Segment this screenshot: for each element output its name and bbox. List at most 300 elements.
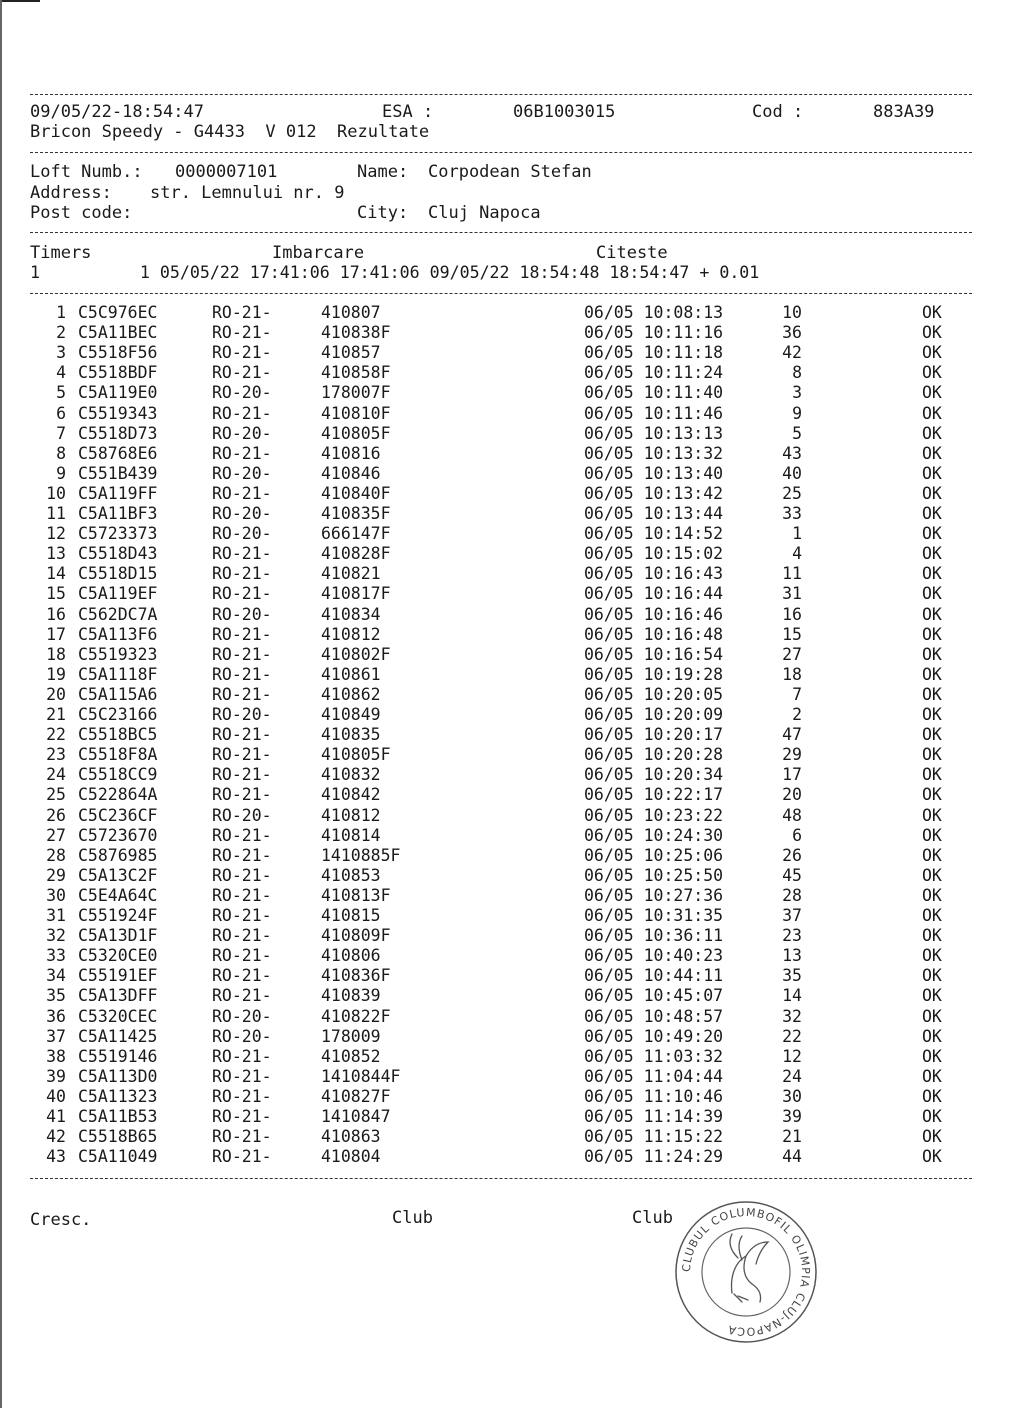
ring-prefix: RO-21-	[212, 946, 272, 966]
status-ok: OK	[922, 423, 942, 443]
status-ok: OK	[922, 926, 942, 946]
status-ok: OK	[922, 443, 942, 463]
status-ok: OK	[922, 845, 942, 865]
ring-prefix: RO-20-	[212, 604, 272, 624]
arrival-time: 06/05 10:36:11	[584, 926, 724, 946]
ring-prefix: RO-21-	[212, 644, 272, 664]
ring-prefix: RO-21-	[212, 363, 272, 383]
table-row	[0, 625, 1024, 645]
chip-id: C5A13C2F	[78, 865, 158, 885]
chip-id: C5A113F6	[78, 624, 158, 644]
ring-prefix: RO-21-	[212, 624, 272, 644]
position: 40	[782, 463, 802, 483]
ring-prefix: RO-20-	[212, 1006, 272, 1026]
row-index: 37	[46, 1026, 66, 1046]
ring-number: 410815	[321, 906, 381, 925]
position: 47	[782, 725, 802, 745]
status-ok: OK	[922, 383, 942, 403]
address-value: str. Lemnului nr. 9	[150, 183, 345, 203]
ring-number: 410832	[321, 765, 381, 785]
row-index: 30	[46, 885, 66, 905]
status-ok: OK	[922, 1127, 942, 1147]
ring-prefix: RO-21-	[212, 343, 272, 363]
arrival-time: 06/05 11:04:44	[584, 1066, 724, 1086]
ring-number: 410816	[321, 443, 381, 463]
table-row	[0, 645, 1024, 665]
row-index: 40	[46, 1086, 66, 1106]
ring-number: 410805F	[321, 745, 391, 765]
ring-prefix: RO-21-	[212, 544, 272, 564]
chip-id: C5A1118F	[78, 664, 158, 684]
row-index: 7	[56, 423, 66, 443]
imbarcare-label: Imbarcare	[272, 243, 365, 263]
arrival-time: 06/05 10:23:22	[584, 805, 724, 825]
row-index: 23	[46, 745, 66, 765]
chip-id: C5A115A6	[78, 684, 158, 704]
ring-prefix: RO-20-	[212, 383, 272, 403]
ring-prefix: RO-21-	[212, 745, 272, 765]
arrival-time: 06/05 11:10:46	[584, 1086, 724, 1106]
table-row	[0, 806, 1024, 826]
table-row	[0, 866, 1024, 886]
row-index: 5	[56, 383, 66, 403]
row-index: 28	[46, 845, 66, 865]
table-row	[0, 886, 1024, 906]
position: 29	[782, 745, 802, 765]
position: 12	[782, 1046, 802, 1066]
timers-label: Timers	[30, 243, 92, 263]
ring-prefix: RO-21-	[212, 664, 272, 684]
ring-prefix: RO-20-	[212, 805, 272, 825]
status-ok: OK	[922, 805, 942, 825]
table-row	[0, 785, 1024, 805]
row-index: 34	[46, 966, 66, 986]
ring-number: 410821	[321, 564, 381, 584]
ring-prefix: RO-20-	[212, 1026, 272, 1046]
status-ok: OK	[922, 1147, 942, 1167]
table-row	[0, 464, 1024, 484]
chip-id: C5519343	[78, 403, 158, 423]
ring-number: 410809F	[321, 926, 391, 946]
position: 6	[792, 825, 802, 845]
ring-number: 178009	[321, 1026, 381, 1046]
row-index: 3	[56, 343, 66, 363]
chip-id: C5320CEC	[78, 1006, 158, 1026]
row-index: 9	[56, 463, 66, 483]
position: 7	[792, 684, 802, 704]
row-index: 42	[46, 1127, 66, 1147]
table-row	[0, 404, 1024, 424]
fancier-name: Corpodean Stefan	[428, 162, 592, 182]
address-label: Address:	[30, 183, 112, 203]
ring-prefix: RO-21-	[212, 966, 272, 986]
position: 31	[782, 584, 802, 604]
ring-number: 410822F	[321, 1006, 391, 1026]
status-ok: OK	[922, 1026, 942, 1046]
citeste-label: Citeste	[596, 243, 668, 263]
ring-number: 410805F	[321, 423, 391, 443]
chip-id: C5518B65	[78, 1127, 158, 1147]
arrival-time: 06/05 10:16:48	[584, 624, 724, 644]
position: 30	[782, 1086, 802, 1106]
ring-prefix: RO-20-	[212, 463, 272, 483]
ring-number: 410817F	[321, 584, 391, 604]
row-index: 26	[46, 805, 66, 825]
row-index: 35	[46, 986, 66, 1006]
arrival-time: 06/05 10:31:35	[584, 906, 724, 925]
ring-number: 410838F	[321, 323, 391, 343]
status-ok: OK	[922, 825, 942, 845]
row-index: 2	[56, 323, 66, 343]
arrival-time: 06/05 10:11:46	[584, 403, 724, 423]
chip-id: C5518F8A	[78, 745, 158, 765]
table-row	[0, 484, 1024, 504]
ring-prefix: RO-20-	[212, 705, 272, 724]
status-ok: OK	[922, 885, 942, 905]
ring-prefix: RO-21-	[212, 684, 272, 704]
chip-id: C5519146	[78, 1046, 158, 1066]
arrival-time: 06/05 10:13:40	[584, 463, 724, 483]
ring-number: 410810F	[321, 403, 391, 423]
chip-id: C5A119FF	[78, 483, 158, 503]
chip-id: C5A11B53	[78, 1107, 158, 1126]
status-ok: OK	[922, 604, 942, 624]
table-row	[0, 926, 1024, 946]
cresc-label: Cresc.	[30, 1210, 92, 1230]
ring-number: 410835F	[321, 504, 391, 523]
chip-id: C5A13D1F	[78, 926, 158, 946]
ring-prefix: RO-21-	[212, 825, 272, 845]
position: 21	[782, 1127, 802, 1147]
chip-id: C5A11049	[78, 1147, 158, 1167]
table-row	[0, 444, 1024, 464]
table-row	[0, 1007, 1024, 1027]
ring-prefix: RO-21-	[212, 403, 272, 423]
chip-id: C5C976EC	[78, 303, 158, 322]
position: 45	[782, 865, 802, 885]
table-row	[0, 524, 1024, 544]
position: 32	[782, 1006, 802, 1026]
row-index: 12	[46, 524, 66, 544]
ring-number: 410840F	[321, 483, 391, 503]
arrival-time: 06/05 10:13:44	[584, 504, 724, 523]
ring-prefix: RO-20-	[212, 504, 272, 523]
arrival-time: 06/05 10:25:50	[584, 865, 724, 885]
status-ok: OK	[922, 504, 942, 523]
club-label: Club	[392, 1208, 433, 1228]
position: 13	[782, 946, 802, 966]
svg-text:CLUBUL COLUMBOFIL OLIMPIA CLUJ	[680, 1206, 812, 1338]
ring-number: 410813F	[321, 885, 391, 905]
chip-id: C5518BDF	[78, 363, 158, 383]
chip-id: C5A119EF	[78, 584, 158, 604]
chip-id: C5518CC9	[78, 765, 158, 785]
row-index: 18	[46, 644, 66, 664]
position: 36	[782, 323, 802, 343]
separator	[30, 94, 972, 95]
ring-prefix: RO-21-	[212, 1066, 272, 1086]
row-index: 14	[46, 564, 66, 584]
chip-id: C551B439	[78, 463, 158, 483]
status-ok: OK	[922, 684, 942, 704]
arrival-time: 06/05 10:20:34	[584, 765, 724, 785]
position: 33	[782, 504, 802, 523]
chip-id: C5A11323	[78, 1086, 158, 1106]
table-row	[0, 906, 1024, 926]
ring-number: 410858F	[321, 363, 391, 383]
ring-number: 410857	[321, 343, 381, 363]
ring-number: 410849	[321, 705, 381, 724]
row-index: 21	[46, 705, 66, 724]
position: 17	[782, 765, 802, 785]
row-index: 27	[46, 825, 66, 845]
table-row	[0, 1147, 1024, 1167]
ring-prefix: RO-21-	[212, 1086, 272, 1106]
ring-number: 410814	[321, 825, 381, 845]
city-value: Cluj Napoca	[428, 203, 541, 223]
arrival-time: 06/05 10:11:16	[584, 323, 724, 343]
arrival-time: 06/05 10:11:40	[584, 383, 724, 403]
ring-number: 178007F	[321, 383, 391, 403]
status-ok: OK	[922, 524, 942, 544]
chip-id: C5A113D0	[78, 1066, 158, 1086]
esa-value: 06B1003015	[513, 102, 616, 122]
separator	[30, 293, 972, 294]
chip-id: C562DC7A	[78, 604, 158, 624]
ring-number: 410802F	[321, 644, 391, 664]
ring-number: 410842	[321, 785, 381, 805]
arrival-time: 06/05 10:14:52	[584, 524, 724, 544]
arrival-time: 06/05 10:16:46	[584, 604, 724, 624]
ring-number: 410853	[321, 865, 381, 885]
row-index: 11	[46, 504, 66, 523]
chip-id: C5A11BF3	[78, 504, 158, 523]
position: 20	[782, 785, 802, 805]
table-row	[0, 544, 1024, 564]
status-ok: OK	[922, 644, 942, 664]
row-index: 4	[56, 363, 66, 383]
row-index: 19	[46, 664, 66, 684]
ring-number: 410804	[321, 1147, 381, 1167]
row-index: 32	[46, 926, 66, 946]
chip-id: C55191EF	[78, 966, 158, 986]
chip-id: C5A11BEC	[78, 323, 158, 343]
table-row	[0, 564, 1024, 584]
status-ok: OK	[922, 363, 942, 383]
position: 39	[782, 1107, 802, 1126]
arrival-time: 06/05 10:13:42	[584, 483, 724, 503]
ring-number: 1410844F	[321, 1066, 401, 1086]
table-row	[0, 424, 1024, 444]
ring-prefix: RO-21-	[212, 986, 272, 1006]
row-index: 41	[46, 1107, 66, 1126]
status-ok: OK	[922, 966, 942, 986]
postcode-label: Post code:	[30, 203, 133, 223]
dove-seal-icon	[672, 1198, 820, 1346]
row-index: 38	[46, 1046, 66, 1066]
position: 2	[792, 705, 802, 724]
chip-id: C5518D15	[78, 564, 158, 584]
ring-number: 410828F	[321, 544, 391, 564]
table-row	[0, 1047, 1024, 1067]
table-row	[0, 383, 1024, 403]
stamp-text: CLUBUL COLUMBOFIL OLIMPIA CLUJ-NAPOCA	[679, 1205, 813, 1339]
arrival-time: 06/05 10:16:43	[584, 564, 724, 584]
position: 37	[782, 906, 802, 925]
arrival-time: 06/05 10:22:17	[584, 785, 724, 805]
ring-number: 410852	[321, 1046, 381, 1066]
arrival-time: 06/05 10:19:28	[584, 664, 724, 684]
separator	[30, 1178, 972, 1179]
arrival-time: 06/05 10:40:23	[584, 946, 724, 966]
chip-id: C5876985	[78, 845, 158, 865]
status-ok: OK	[922, 403, 942, 423]
status-ok: OK	[922, 865, 942, 885]
ring-number: 410836F	[321, 966, 391, 986]
table-row	[0, 846, 1024, 866]
position: 4	[792, 544, 802, 564]
timer-line: 1 1 05/05/22 17:41:06 17:41:06 09/05/22 18:54:48 18:54:47 + 0.01	[30, 263, 760, 282]
position: 9	[792, 403, 802, 423]
status-ok: OK	[922, 624, 942, 644]
ring-prefix: RO-20-	[212, 524, 272, 544]
arrival-time: 06/05 10:24:30	[584, 825, 724, 845]
row-index: 24	[46, 765, 66, 785]
row-index: 36	[46, 1006, 66, 1026]
position: 35	[782, 966, 802, 986]
chip-id: C522864A	[78, 785, 158, 805]
ring-prefix: RO-21-	[212, 1147, 272, 1167]
arrival-time: 06/05 11:24:29	[584, 1147, 724, 1167]
ring-number: 1410847	[321, 1107, 391, 1126]
arrival-time: 06/05 10:11:24	[584, 363, 724, 383]
status-ok: OK	[922, 1066, 942, 1086]
table-row	[0, 765, 1024, 785]
ring-number: 410812	[321, 805, 381, 825]
arrival-time: 06/05 10:25:06	[584, 845, 724, 865]
status-ok: OK	[922, 946, 942, 966]
report-datetime: 09/05/22-18:54:47	[30, 102, 204, 122]
position: 27	[782, 644, 802, 664]
position: 10	[782, 303, 802, 322]
ring-prefix: RO-21-	[212, 1127, 272, 1147]
row-index: 43	[46, 1147, 66, 1167]
table-row	[0, 343, 1024, 363]
ring-prefix: RO-21-	[212, 303, 272, 322]
table-row	[0, 1027, 1024, 1047]
arrival-time: 06/05 10:44:11	[584, 966, 724, 986]
position: 15	[782, 624, 802, 644]
position: 23	[782, 926, 802, 946]
device-line: Bricon Speedy - G4433 V 012 Rezultate	[30, 122, 430, 142]
arrival-time: 06/05 10:13:13	[584, 423, 724, 443]
table-row	[0, 363, 1024, 383]
ring-number: 410863	[321, 1127, 381, 1147]
position: 3	[792, 383, 802, 403]
page-edge-top	[0, 0, 40, 2]
chip-id: C5723373	[78, 524, 158, 544]
arrival-time: 06/05 11:15:22	[584, 1127, 724, 1147]
status-ok: OK	[922, 745, 942, 765]
chip-id: C5C23166	[78, 705, 158, 724]
ring-prefix: RO-21-	[212, 765, 272, 785]
ring-prefix: RO-21-	[212, 725, 272, 745]
position: 26	[782, 845, 802, 865]
ring-prefix: RO-21-	[212, 443, 272, 463]
position: 5	[792, 423, 802, 443]
position: 25	[782, 483, 802, 503]
table-row	[0, 584, 1024, 604]
separator	[30, 232, 972, 233]
status-ok: OK	[922, 906, 942, 925]
position: 48	[782, 805, 802, 825]
esa-label: ESA :	[382, 102, 434, 122]
ring-number: 410839	[321, 986, 381, 1006]
chip-id: C5519323	[78, 644, 158, 664]
status-ok: OK	[922, 1046, 942, 1066]
table-row	[0, 966, 1024, 986]
position: 11	[782, 564, 802, 584]
table-row	[0, 665, 1024, 685]
status-ok: OK	[922, 785, 942, 805]
ring-prefix: RO-21-	[212, 926, 272, 946]
table-row	[0, 745, 1024, 765]
row-index: 33	[46, 946, 66, 966]
ring-prefix: RO-21-	[212, 1107, 272, 1126]
chip-id: C5320CE0	[78, 946, 158, 966]
position: 24	[782, 1066, 802, 1086]
status-ok: OK	[922, 303, 942, 322]
status-ok: OK	[922, 1006, 942, 1026]
row-index: 10	[46, 483, 66, 503]
arrival-time: 06/05 10:48:57	[584, 1006, 724, 1026]
arrival-time: 06/05 10:11:18	[584, 343, 724, 363]
club-label: Club	[632, 1208, 673, 1228]
row-index: 16	[46, 604, 66, 624]
row-index: 22	[46, 725, 66, 745]
separator	[30, 152, 972, 153]
table-row	[0, 605, 1024, 625]
chip-id: C5E4A64C	[78, 885, 158, 905]
table-row	[0, 303, 1024, 323]
arrival-time: 06/05 10:49:20	[584, 1026, 724, 1046]
chip-id: C551924F	[78, 906, 158, 925]
position: 28	[782, 885, 802, 905]
chip-id: C5A13DFF	[78, 986, 158, 1006]
chip-id: C5A119E0	[78, 383, 158, 403]
chip-id: C5518D43	[78, 544, 158, 564]
ring-number: 410835	[321, 725, 381, 745]
position: 42	[782, 343, 802, 363]
position: 44	[782, 1147, 802, 1167]
arrival-time: 06/05 11:03:32	[584, 1046, 724, 1066]
table-row	[0, 705, 1024, 725]
arrival-time: 06/05 10:08:13	[584, 303, 724, 322]
row-index: 29	[46, 865, 66, 885]
cod-value: 883A39	[873, 102, 935, 122]
status-ok: OK	[922, 564, 942, 584]
row-index: 17	[46, 624, 66, 644]
ring-number: 410862	[321, 684, 381, 704]
table-row	[0, 986, 1024, 1006]
ring-number: 410861	[321, 664, 381, 684]
ring-number: 410827F	[321, 1086, 391, 1106]
table-row	[0, 504, 1024, 524]
status-ok: OK	[922, 986, 942, 1006]
status-ok: OK	[922, 705, 942, 724]
status-ok: OK	[922, 1086, 942, 1106]
name-label: Name:	[357, 162, 409, 182]
